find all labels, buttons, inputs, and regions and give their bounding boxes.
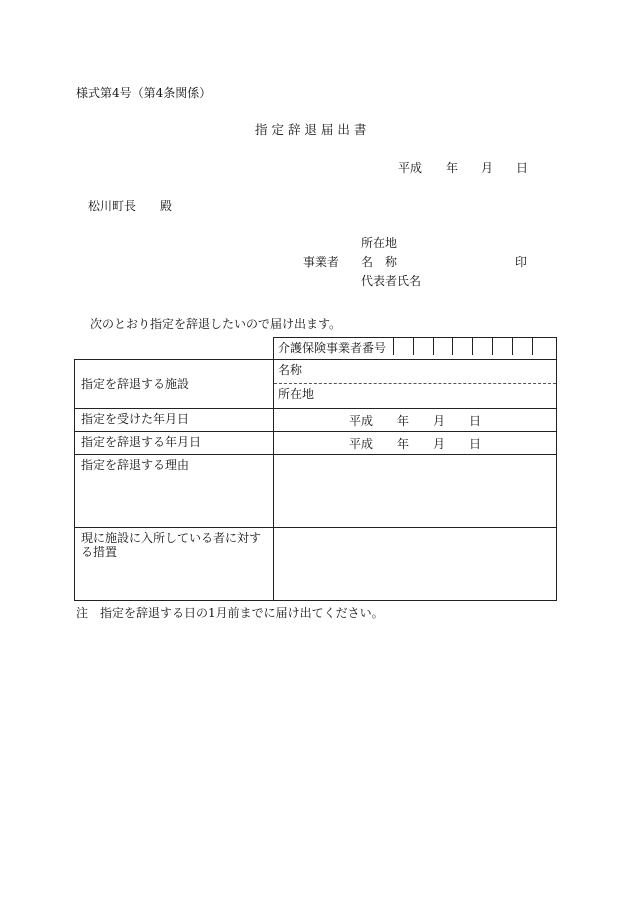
measures-field[interactable] bbox=[274, 528, 557, 601]
withdraw-month: 月 bbox=[433, 437, 446, 451]
provider-number-digit[interactable] bbox=[533, 338, 553, 355]
received-year: 年 bbox=[397, 414, 410, 428]
provider-number-cell bbox=[274, 338, 557, 360]
facility-cell bbox=[274, 360, 557, 409]
provider-number-digit[interactable] bbox=[493, 338, 513, 355]
addressee-honorific: 殿 bbox=[160, 199, 173, 213]
reason-field[interactable] bbox=[274, 455, 557, 528]
withdraw-date-label: 指定を辞退する年月日 bbox=[75, 432, 274, 455]
date-day: 日 bbox=[516, 161, 529, 175]
seal-mark: 印 bbox=[515, 255, 528, 269]
facility-address-label: 所在地 bbox=[278, 387, 315, 401]
received-day: 日 bbox=[469, 414, 482, 428]
addressee-name: 松川町長 bbox=[88, 199, 137, 213]
withdraw-date-field[interactable] bbox=[274, 432, 557, 455]
facility-name-label: 名称 bbox=[278, 363, 303, 377]
provider-number-digit[interactable] bbox=[453, 338, 473, 355]
blank-cell bbox=[75, 338, 274, 360]
intro-text: 次のとおり指定を辞退したいので届け出ます。 bbox=[90, 317, 342, 331]
applicant-rep-label: 代表者氏名 bbox=[361, 274, 422, 288]
withdraw-year: 年 bbox=[397, 437, 410, 451]
applicant-label: 事業者 bbox=[303, 255, 340, 269]
withdraw-era: 平成 bbox=[349, 437, 374, 451]
received-date-label: 指定を受けた年月日 bbox=[75, 409, 274, 432]
form-number: 様式第4号（第4条関係） bbox=[76, 86, 212, 100]
received-era: 平成 bbox=[349, 414, 374, 428]
provider-number-digit[interactable] bbox=[513, 338, 533, 355]
applicant-name-label: 名 称 bbox=[361, 255, 398, 269]
provider-number-digit[interactable] bbox=[414, 338, 434, 355]
reason-label: 指定を辞退する理由 bbox=[75, 455, 274, 528]
applicant-address-label: 所在地 bbox=[361, 236, 398, 250]
date-month: 月 bbox=[481, 161, 494, 175]
withdraw-day: 日 bbox=[469, 437, 482, 451]
withdrawal-form-table bbox=[74, 337, 557, 601]
date-era: 平成 bbox=[398, 161, 423, 175]
facility-label: 指定を辞退する施設 bbox=[75, 360, 274, 409]
received-date-field[interactable] bbox=[274, 409, 557, 432]
measures-label: 現に施設に入所している者に対する措置 bbox=[75, 528, 274, 601]
received-month: 月 bbox=[433, 414, 446, 428]
provider-number-digit[interactable] bbox=[394, 338, 414, 355]
provider-number-label: 介護保険事業者番号 bbox=[274, 338, 394, 355]
date-year: 年 bbox=[446, 161, 459, 175]
facility-address-field[interactable] bbox=[274, 384, 556, 408]
document-title: 指 定 辞 退 届 出 書 bbox=[255, 122, 367, 137]
provider-number-digit[interactable] bbox=[473, 338, 493, 355]
footnote: 注 指定を辞退する日の1月前までに届け出てください。 bbox=[76, 606, 384, 620]
provider-number-digit[interactable] bbox=[434, 338, 454, 355]
facility-name-field[interactable] bbox=[274, 360, 556, 384]
